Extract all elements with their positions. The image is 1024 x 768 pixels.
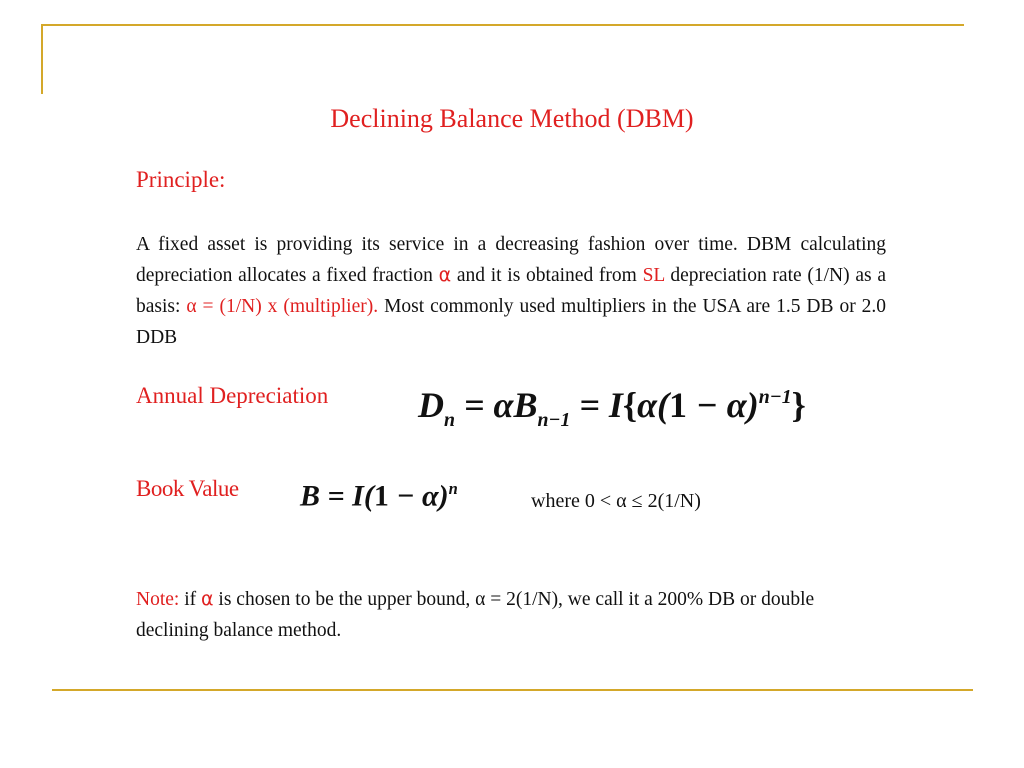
formula-i: I [352,479,364,513]
bottom-rule [52,689,973,691]
formula-paren-close: ) [746,385,759,425]
formula-alpha-b: αB [493,385,538,425]
principle-paragraph [136,229,886,353]
formula-one: 1 [668,385,687,425]
note-text-2: is chosen to be the upper bound, α = 2(1/N), we call it a 200% DB or double declining balance method. [136,589,815,641]
formula-exponent: n [448,479,458,498]
formula-alpha-paren: α( [637,385,669,425]
formula-equals: = [320,479,353,513]
formula-equals-2: = [570,385,609,425]
formula-equals-1: = [455,385,494,425]
formula-b: B [300,479,321,513]
alpha-bounds-text: where 0 < α ≤ 2(1/N) [531,490,701,512]
note-text-1: if [179,589,201,610]
formula-d: D [418,385,444,425]
paragraph-text-3: depreciation rate (1/N) as a basis: [136,265,886,317]
annual-depreciation-formula [418,384,806,432]
formula-paren-close: ) [438,479,449,513]
left-rule [41,24,43,94]
formula-minus-alpha: − α [686,385,747,425]
formula-i: I [608,385,623,425]
sl-label: SL [642,265,665,286]
paragraph-text-1: A fixed asset is providing its service in a decreasing fashion over time. DBM calculating depreciation allocates a fixed fraction [136,234,886,286]
note-paragraph [136,584,886,646]
note-alpha-symbol: α [201,588,214,610]
formula-one: 1 [373,479,389,513]
formula-paren-open: ( [363,479,374,513]
alpha-formula: α = (1/N) x (multiplier). [186,296,379,317]
formula-brace-open: { [622,385,638,425]
top-rule [41,24,964,26]
principle-heading: Principle: [136,167,226,192]
formula-b-subscript: n−1 [537,408,571,431]
slide-title: Declining Balance Method (DBM) [330,104,694,133]
book-value-heading: Book Value [136,476,239,501]
annual-depreciation-heading: Annual Depreciation [136,383,329,408]
formula-brace-close: } [791,385,806,425]
paragraph-text-4: Most commonly used multipliers in the USA are 1.5 DB or 2.0 DDB [136,296,887,348]
formula-minus-alpha: − α [388,479,439,513]
formula-d-subscript: n [444,408,456,431]
note-label: Note: [136,589,180,610]
alpha-symbol: α [438,264,452,286]
book-value-formula [300,479,458,514]
paragraph-text-2: and it is obtained from [451,265,643,286]
formula-exponent: n−1 [758,386,792,409]
